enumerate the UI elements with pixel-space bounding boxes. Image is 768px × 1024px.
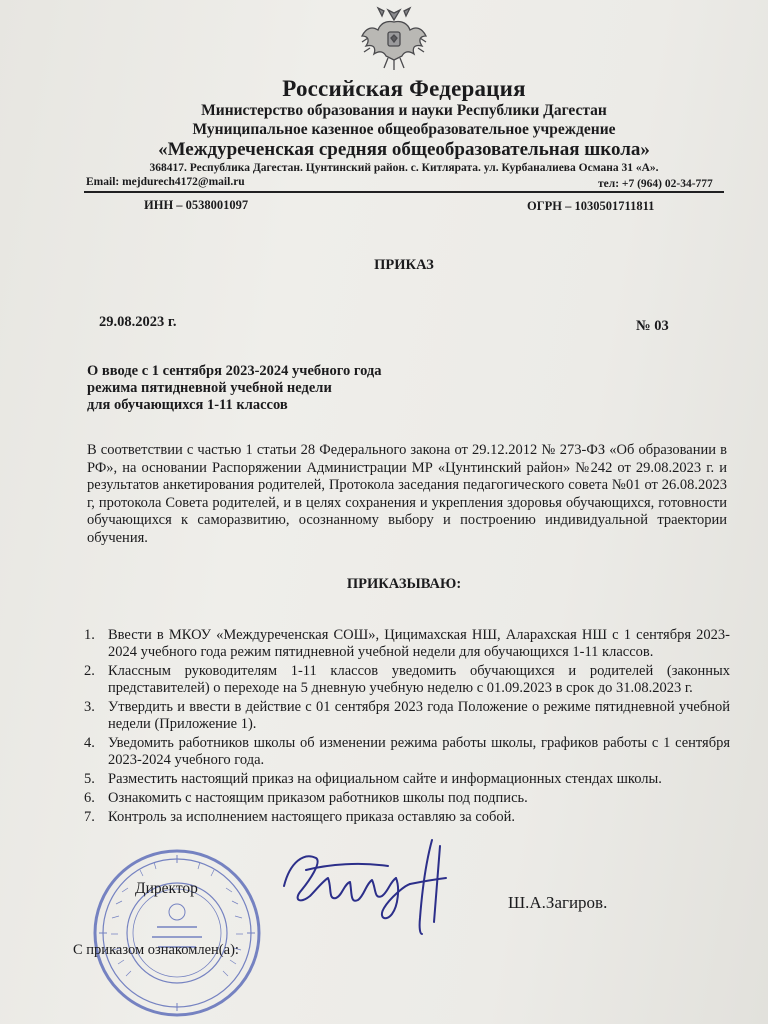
school-phone: тел: +7 (964) 02-34-777: [598, 178, 713, 190]
order-item-number: 1.: [84, 627, 95, 643]
order-item-text: Утвердить и ввести в действие с 01 сентября 2023 года Положение о режиме пятидневной учебной недели (Приложение 1).: [108, 699, 730, 732]
order-item-number: 5.: [84, 771, 95, 787]
order-subject-line: для обучающихся 1-11 классов: [87, 397, 288, 413]
round-seal-stamp-icon: [92, 842, 262, 1024]
russian-coat-of-arms-icon: [358, 2, 430, 74]
document-title: ПРИКАЗ: [374, 257, 434, 273]
country-title: Российская Федерация: [282, 76, 526, 101]
decree-heading: ПРИКАЗЫВАЮ:: [346, 576, 462, 592]
order-number: № 03: [636, 318, 669, 334]
director-name: Ш.А.Загиров.: [508, 893, 608, 912]
inn-number: ИНН – 0538001097: [144, 198, 249, 212]
institution-type: Муниципальное казенное общеобразовательное учреждение: [192, 121, 616, 138]
order-item: [84, 790, 730, 807]
ministry-name: Министерство образования и науки Республики Дагестан: [201, 102, 607, 119]
order-item: [84, 663, 730, 697]
order-item: [84, 699, 730, 733]
ogrn-number: ОГРН – 1030501711811: [527, 199, 655, 213]
order-item: [84, 771, 730, 788]
school-name: «Междуреченская средняя общеобразовательная школа»: [158, 139, 650, 160]
order-item-text: Ввести в МКОУ «Междуреченская СОШ», Цицимахская НШ, Аларахская НШ с 1 сентября 2023-2024 учебного года режим пятидневной учебной недели для обучающихся 1-11 классов.: [108, 627, 730, 660]
order-item-text: Контроль за исполнением настоящего приказа оставляю за собой.: [108, 809, 516, 825]
order-item-text: Классным руководителям 1-11 классов уведомить обучающихся и родителей (законных представителей) о переходе на 5 дневную учебную неделю с 01.09.2023 в срок до 31.08.2023 г.: [108, 663, 730, 696]
order-item-number: 7.: [84, 809, 95, 825]
order-subject-line: О вводе с 1 сентября 2023-2024 учебного года: [87, 363, 382, 379]
order-item-number: 2.: [84, 663, 95, 679]
order-item-text: Ознакомить с настоящим приказом работников школы под подпись.: [108, 790, 528, 806]
director-title: Директор: [135, 880, 198, 897]
order-item: [84, 735, 730, 769]
order-preamble: В соответствии с частью 1 статьи 28 Федерального закона от 29.12.2012 № 273-ФЗ «Об образовании в РФ», на основании Распоряжении Администрации МР «Цунтинский район» №242 от 29.08.2023 г. и результатов анкетирования родителей, Протокола заседания педагогического совета №01 от 26.08.2023 г, протокола Совета родителей, и в целях сохранения и укрепления здоровья обучающихся, готовности обучающихся к саморазвитию, осознанному выбору и построению индивидуальной траектории обучения.: [87, 442, 727, 546]
order-item-text: Разместить настоящий приказ на официальном сайте и информационных стендах школы.: [108, 771, 662, 787]
order-item-text: Уведомить работников школы об изменении режима работы школы, графиков работы с 1 сентября 2023-2024 учебного года.: [108, 735, 730, 768]
order-items-list: [84, 627, 730, 828]
order-item-number: 4.: [84, 735, 95, 751]
order-subject-line: режима пятидневной учебной недели: [87, 380, 332, 396]
header-divider: [84, 191, 724, 193]
order-item-number: 3.: [84, 699, 95, 715]
school-address: 368417. Республика Дагестан. Цунтинский район. с. Китлярата. ул. Курбаналиева Османа 31 «А».: [149, 162, 659, 174]
order-item-number: 6.: [84, 790, 95, 806]
acknowledgement-label: С приказом ознакомлен(а):: [73, 942, 239, 958]
order-date: 29.08.2023 г.: [99, 314, 177, 330]
handwritten-signature-icon: [270, 822, 455, 942]
school-email: Email: mejdurech4172@mail.ru: [86, 176, 245, 188]
order-item: [84, 627, 730, 661]
